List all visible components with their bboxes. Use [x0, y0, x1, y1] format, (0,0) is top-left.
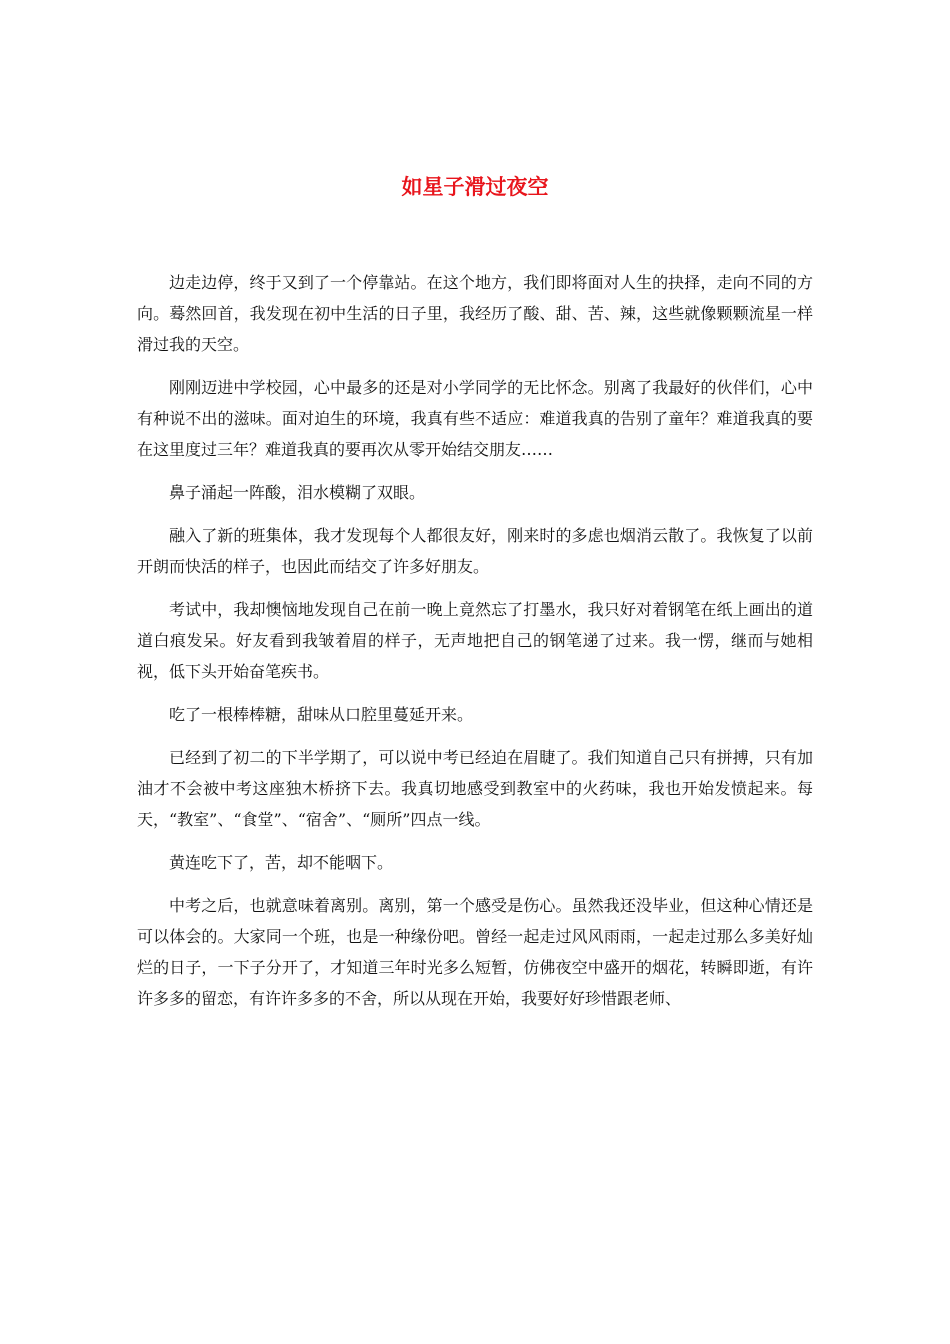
paragraph: 考试中，我却懊恼地发现自己在前一晚上竟然忘了打墨水，我只好对着钢笔在纸上画出的道道白痕发呆。好友看到我皱着眉的样子，无声地把自己的钢笔递了过来。我一愣，继而与她相视，低下头开始奋笔疾书。 [137, 600, 813, 681]
paragraph: 刚刚迈进中学校园，心中最多的还是对小学同学的无比怀念。别离了我最好的伙伴们，心中有种说不出的滋味。面对迫生的环境，我真有些不适应：难道我真的告别了童年？难道我真的要在这里度过三年？难道我真的要再次从零开始结交朋友…… [137, 378, 813, 459]
document-title: 如星子滑过夜空 [401, 175, 549, 199]
paragraph: 已经到了初二的下半学期了，可以说中考已经迫在眉睫了。我们知道自己只有拼搏，只有加油才不会被中考这座独木桥挤下去。我真切地感受到教室中的火药味，我也开始发愤起来。每天，“教室”、“食堂”、“宿舍”、“厕所”四点一线。 [137, 748, 813, 829]
paragraph: 边走边停，终于又到了一个停靠站。在这个地方，我们即将面对人生的抉择，走向不同的方向。蓦然回首，我发现在初中生活的日子里，我经历了酸、甜、苦、辣，这些就像颗颗流星一样滑过我的天空。 [137, 273, 813, 354]
paragraph: 融入了新的班集体，我才发现每个人都很友好，刚来时的多虑也烟消云散了。我恢复了以前开朗而快活的样子，也因此而结交了许多好朋友。 [137, 526, 813, 576]
paragraph: 吃了一根棒棒糖，甜味从口腔里蔓延开来。 [169, 705, 474, 724]
paragraph: 中考之后，也就意味着离别。离别，第一个感受是伤心。虽然我还没毕业，但这种心情还是可以体会的。大家同一个班，也是一种缘份吧。曾经一起走过风风雨雨，一起走过那么多美好灿烂的日子，一下子分开了，才知道三年时光多么短暂，仿佛夜空中盛开的烟花，转瞬即逝，有许许多多的留恋，有许许多多的不舍，所以从现在开始，我要好好珍惜跟老师、 [137, 896, 813, 1008]
paragraph: 黄连吃下了，苦，却不能咽下。 [169, 853, 394, 872]
document-body [137, 267, 813, 1026]
paragraph: 鼻子涌起一阵酸，泪水模糊了双眼。 [169, 483, 426, 502]
